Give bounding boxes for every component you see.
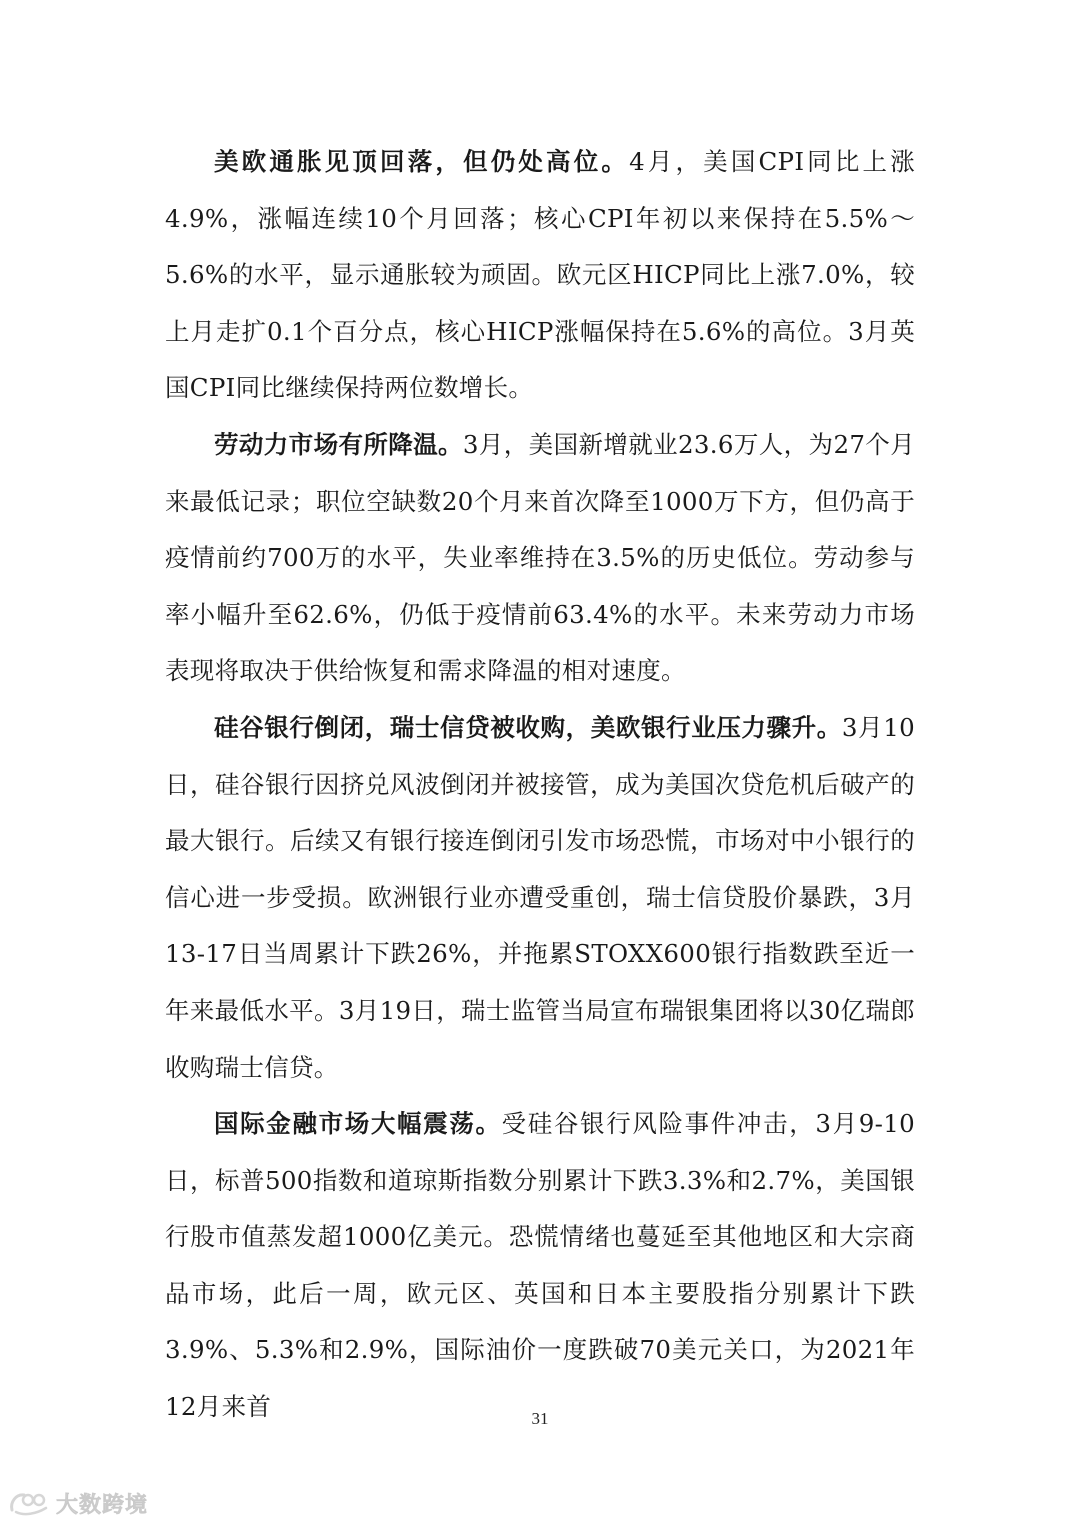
paragraph-text: 3月10日，硅谷银行因挤兑风波倒闭并被接管，成为美国次贷危机后破产的最大银行。后续又有银行接连倒闭引发市场恐慌，市场对中小银行的信心进一步受损。欧洲银行业亦遭受重创，瑞士信贷股价暴跌，3月13-17日当周累计下跌26%，并拖累STOXX600银行指数跌至近一年来最低水平。3月19日，瑞士监管当局宣布瑞银集团将以30亿瑞郎收购瑞士信贷。: [165, 712, 916, 1082]
paragraph-text: 3月，美国新增就业23.6万人，为27个月来最低记录；职位空缺数20个月来首次降至1000万下方，但仍高于疫情前约700万的水平，失业率维持在3.5%的历史低位。劳动参与率小幅升至62.6%，仍低于疫情前63.4%的水平。未来劳动力市场表现将取决于供给恢复和需求降温的相对速度。: [165, 429, 915, 686]
document-body: [165, 134, 915, 1436]
paragraph-lead: 国际金融市场大幅震荡。: [214, 1109, 502, 1139]
page-number: 31: [531, 1409, 549, 1428]
paragraph-lead: 劳动力市场有所降温。: [214, 429, 463, 459]
paragraph-lead: 硅谷银行倒闭，瑞士信贷被收购，美欧银行业压力骤升。: [214, 712, 842, 742]
brand-logo-icon: [8, 1490, 50, 1516]
paragraph-text: 受硅谷银行风险事件冲击，3月9-10日，标普500指数和道琼斯指数分别累计下跌3.3%和2.7%，美国银行股市值蒸发超1000亿美元。恐慌情绪也蔓延至其他地区和大宗商品市场，此后一周，欧元区、英国和日本主要股指分别累计下跌3.9%、5.3%和2.9%，国际油价一度跌破70美元关口，为2021年12月来首: [165, 1109, 915, 1422]
paragraph-financial-markets: [165, 1096, 915, 1436]
paragraph-lead: 美欧通胀见顶回落，但仍处高位。: [214, 147, 630, 176]
paragraph-text: 4月，美国CPI同比上涨4.9%，涨幅连续10个月回落；核心CPI年初以来保持在5.5%～5.6%的水平，显示通胀较为顽固。欧元区HICP同比上涨7.0%，较上月走扩0.1个百分点，核心HICP涨幅保持在5.6%的高位。3月英国CPI同比继续保持两位数增长。: [165, 147, 915, 403]
paragraph-labor-market: [165, 417, 915, 700]
paragraph-banking-stress: [165, 700, 915, 1096]
watermark-text: 大数跨境: [56, 1492, 149, 1518]
watermark: [8, 1488, 148, 1518]
paragraph-inflation: [165, 134, 915, 417]
